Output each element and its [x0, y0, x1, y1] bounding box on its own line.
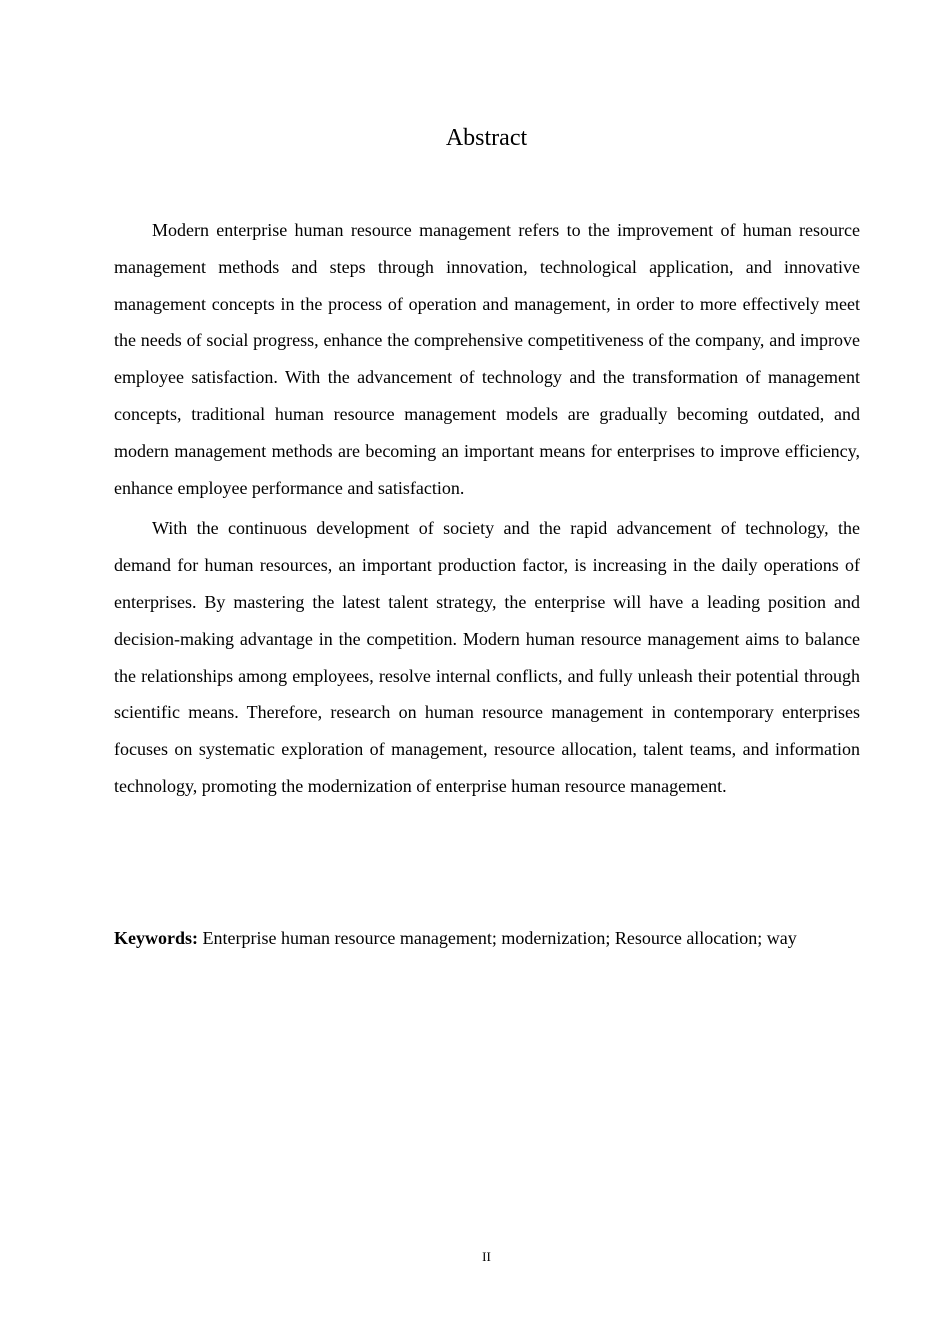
- page-title: Abstract: [445, 125, 528, 151]
- abstract-paragraph-2: With the continuous development of society and the rapid advancement of technology, the demand for human resources, an important production factor, is increasing in the daily operations of enterprises. By mastering the latest talent strategy, the enterprise will have a leading position and decision-making advantage in the competition. Modern human resource management aims to balance the relationships among employees, resolve internal conflicts, and fully unleash their potential through scientific means. Therefore, research on human resource management in contemporary enterprises focuses on systematic exploration of management, resource allocation, talent teams, and information technology, promoting the modernization of enterprise human resource management.: [114, 518, 860, 796]
- keywords-label: Keywords:: [114, 928, 198, 948]
- abstract-body: [114, 212, 860, 809]
- keywords-text: Enterprise human resource management; modernization; Resource allocation; way: [198, 928, 797, 948]
- abstract-paragraph-1: Modern enterprise human resource management refers to the improvement of human resource management methods and steps through innovation, technological application, and innovative management concepts in the process of operation and management, in order to more effectively meet the needs of social progress, enhance the comprehensive competitiveness of the company, and improve employee satisfaction. With the advancement of technology and the transformation of management concepts, traditional human resource management models are gradually becoming outdated, and modern management methods are becoming an important means for enterprises to improve efficiency, enhance employee performance and satisfaction.: [114, 220, 860, 498]
- keywords-line: [114, 922, 874, 954]
- page-number: II: [482, 1249, 491, 1264]
